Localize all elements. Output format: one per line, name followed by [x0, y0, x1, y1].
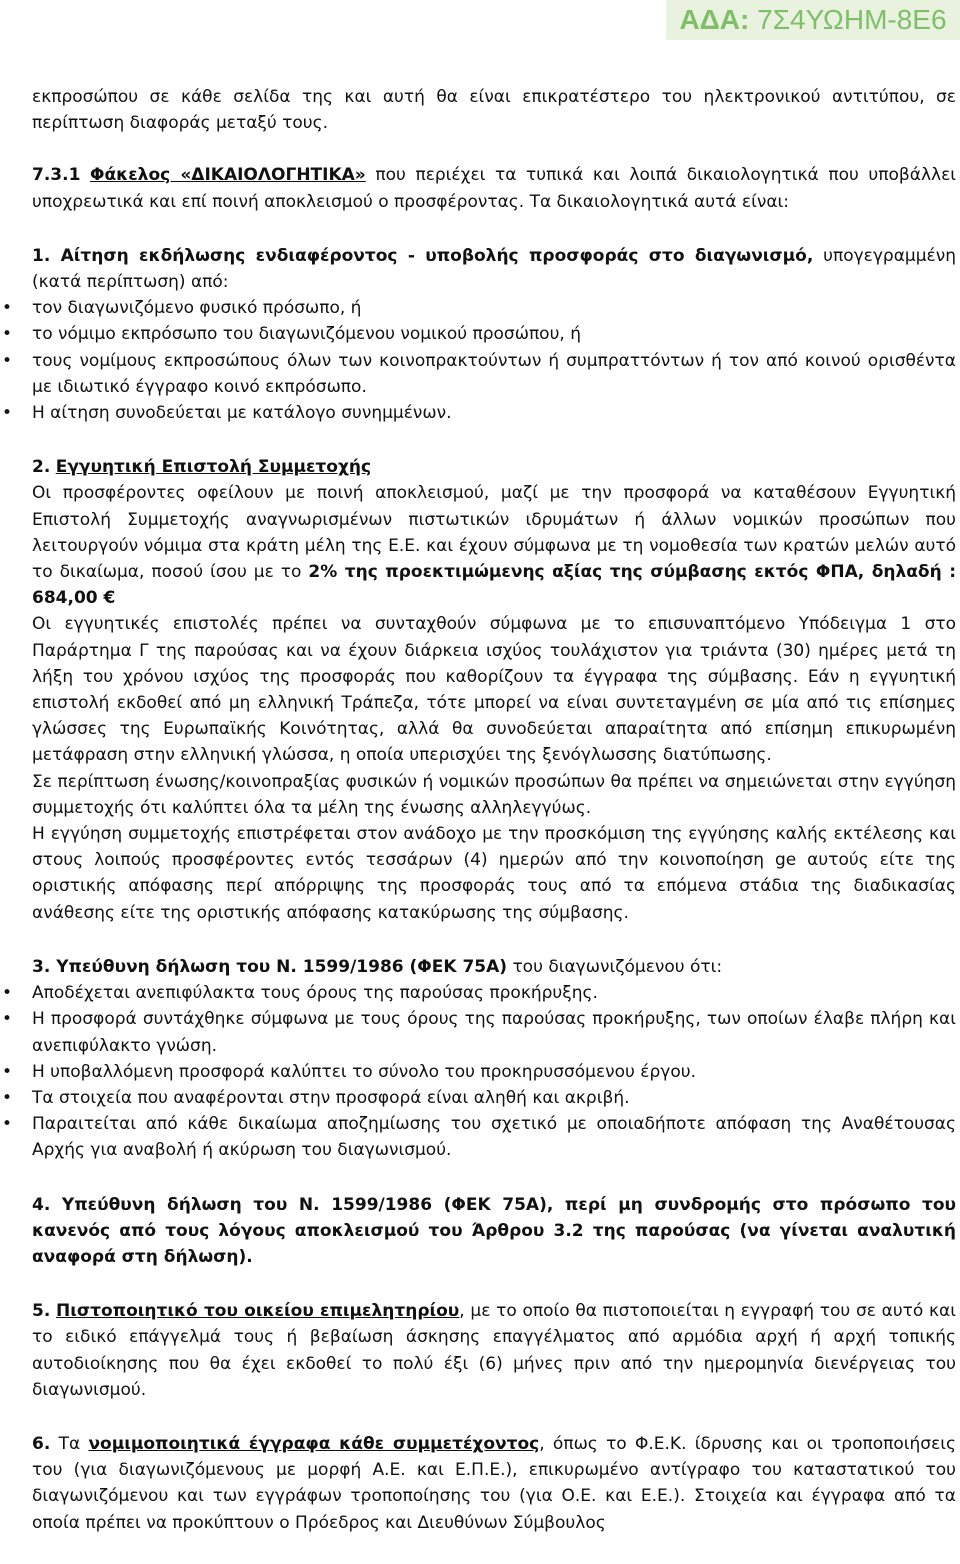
list-item: • Αποδέχεται ανεπιφύλακτα τους όρους της παρούσας προκήρυξης.: [32, 980, 956, 1006]
item-4-paragraph: 4. Υπεύθυνη δήλωση του Ν. 1599/1986 (ΦΕΚ 75Α), περί μη συνδρομής στο πρόσωπο του κανενός από τους λόγους αποκλεισμού του Άρθρου 3.2 της παρούσας (να γίνεται αναλυτική αναφορά στη δήλωση).: [32, 1194, 956, 1267]
item-2-heading: [32, 454, 956, 480]
item-3-list: [32, 980, 956, 1163]
item-2-paragraph-3: Σε περίπτωση ένωσης/κοινοπραξίας φυσικών ή νομικών προσώπων θα πρέπει να σημειώνεται στην εγγύηση συμμετοχής ότι καλύπτει όλα τα μέλη της ένωσης αλληλεγγύως.: [32, 771, 956, 818]
item-2-paragraph-4: Η εγγύηση συμμετοχής επιστρέφεται στον ανάδοχο με την προσκόμιση της εγγύησης καλής εκτέλεσης και στους λοιπούς προσφέροντες εντός τεσσάρων (4) ημερών από την κοινοποίηση ge αυτούς είτε της οριστικής απόφασης περί απόρριψης της προσφοράς τους από τα επόμενα στάδια της διαδικασίας ανάθεσης είτε της οριστικής απόφασης κατακύρωσης της σύμβασης.: [32, 824, 956, 923]
item-1-list: [32, 295, 956, 426]
item-2-text: Οι προσφέροντες οφείλουν με ποινή αποκλεισμού, μαζί με την προσφορά να καταθέσουν Εγγυητική Επιστολή Συμμετοχής αναγνωρισμένων πιστωτικών ιδρυμάτων ή άλλων νομικών προσώπων που λειτουργούν νόμιμα στα κράτη μέλη της Ε.Ε. και έχουν σύμφωνα με τη νομοθεσία των κρατών μελών αυτό το δικαίωμα, ποσού ίσου με το: [32, 483, 956, 583]
item-6-text: , όπως το Φ.Ε.Κ. ίδρυσης και οι τροποποιήσεις του (για διαγωνιζόμενους με μορφή Α.Ε. και Ε.Π.Ε.), επικυρωμένο αντίγραφο του καταστατικού του διαγωνιζόμενου και των εγγράφων τροποποίησης του (για Ο.Ε. και Ε.Ε.). Στοιχεία και έγγραφα από τα οποία πρέπει να προκύπτουν ο Πρόεδρος και Διευθύνων Σύμβουλος: [32, 1433, 956, 1533]
item-3-text: του διαγωνιζόμενου ότι:: [507, 956, 723, 977]
list-item: • τον διαγωνιζόμενο φυσικό πρόσωπο, ή: [32, 295, 956, 321]
ada-code: 7Σ4ΥΩΗΜ-8Ε6: [757, 4, 947, 35]
list-item: • Η προσφορά συντάχθηκε σύμφωνα με τους όρους της παρούσας προκήρυξης, των οποίων έλαβε πλήρη και ανεπιφύλακτο γνώση.: [32, 1006, 956, 1058]
ada-label: ΑΔΑ:: [679, 4, 750, 35]
item-6-title: νομιμοποιητικά έγγραφα κάθε συμμετέχοντος: [88, 1433, 540, 1454]
item-1-text: υπογεγραμμένη (κατά περίπτωση) από:: [32, 245, 956, 293]
list-item: • Τα στοιχεία που αναφέρονται στην προσφορά είναι αληθή και ακριβή.: [32, 1085, 956, 1111]
section-text: που περιέχει τα τυπικά και λοιπά δικαιολογητικά που υποβάλλει υποχρεωτικά και επί ποινή αποκλεισμού ο προσφέροντας. Τα δικαιολογητικά αυτά είναι:: [32, 165, 957, 212]
list-item: • Η αίτηση συνοδεύεται με κατάλογο συνημμένων.: [32, 400, 956, 426]
item-6-number: 6.: [32, 1433, 51, 1454]
item-2-title: Εγγυητική Επιστολή Συμμετοχής: [55, 457, 372, 478]
list-item: • τους νομίμους εκπροσώπους όλων των κοινοπρακτούντων ή συμπραττόντων ή τον από κοινού ορισθέντα με ιδιωτικό έγγραφο κοινό εκπρόσωπο.: [32, 348, 956, 400]
item-1-paragraph: [32, 243, 956, 295]
ada-badge: [666, 0, 960, 40]
item-5-paragraph: [32, 1298, 956, 1403]
section-7-3-1: [32, 162, 956, 214]
item-1-heading: 1. Αίτηση εκδήλωσης ενδιαφέροντος - υποβολής προσφοράς στο διαγωνισμό,: [32, 245, 814, 266]
list-item: • το νόμιμο εκπρόσωπο του διαγωνιζόμενου νομικού προσώπου, ή: [32, 321, 956, 347]
item-2-number: 2.: [32, 457, 51, 478]
item-3-heading: 3. Υπεύθυνη δήλωση του Ν. 1599/1986 (ΦΕΚ 75Α): [32, 956, 508, 977]
item-6-pre: Τα: [50, 1433, 89, 1454]
item-6-paragraph: [32, 1431, 956, 1536]
list-item: • Η υποβαλλόμενη προσφορά καλύπτει το σύνολο του προκηρυσσόμενου έργου.: [32, 1059, 956, 1085]
item-5-title: Πιστοποιητικό του οικείου επιμελητηρίου: [56, 1301, 460, 1322]
item-2-paragraph-1: [32, 480, 956, 611]
intro-paragraph: εκπροσώπου σε κάθε σελίδα της και αυτή θα είναι επικρατέστερο του ηλεκτρονικού αντιτύπου, σε περίπτωση διαφοράς μεταξύ τους.: [32, 87, 956, 134]
item-5-text: , με το οποίο θα πιστοποιείται η εγγραφή του σε αυτό και το ειδικό επάγγελμά τους ή βεβαίωση άσκησης επαγγέλματος από αρμόδια αρχή ή αρχή τοπικής αυτοδιοίκησης που θα έχει εκδοθεί το πολύ έξι (6) μήνες πριν από την ημερομηνία διενέργειας του διαγωνισμού.: [32, 1301, 956, 1400]
item-2-amount: 2% της προεκτιμώμενης αξίας της σύμβασης εκτός ΦΠΑ, δηλαδή : 684,00 €: [32, 562, 956, 609]
item-3-paragraph: [32, 954, 956, 980]
item-5-number: 5.: [32, 1301, 51, 1322]
list-item: • Παραιτείται από κάθε δικαίωμα αποζημίωσης του σχετικό με οποιαδήποτε απόφαση της Αναθέτουσας Αρχής για αναβολή ή ακύρωση του διαγωνισμού.: [32, 1111, 956, 1163]
section-title: Φάκελος «ΔΙΚΑΙΟΛΟΓΗΤΙΚΑ»: [90, 165, 366, 186]
item-2-paragraph-2: Οι εγγυητικές επιστολές πρέπει να συνταχθούν σύμφωνα με το επισυναπτόμενο Υπόδειγμα 1 στο Παράρτημα Γ της παρούσας και να έχουν διάρκεια ισχύος τουλάχιστον για τριάντα (30) ημέρες μετά τη λήξη του χρόνου ισχύος της προσφοράς που καθορίζουν τα έγγραφα της σύμβασης. Εάν η εγγυητική επιστολή εκδοθεί από μη ελληνική Τράπεζα, τότε μπορεί να είναι συντεταγμένη σε μία από τις επίσημες γλώσσες της Ευρωπαϊκής Κοινότητας, αλλά θα συνοδεύεται απαραίτητα από επίσημη επικυρωμένη μετάφραση στην ελληνική γλώσσα, η οποία υπερισχύει της ξενόγλωσσης διατύπωσης.: [32, 614, 956, 766]
section-number: 7.3.1: [32, 165, 81, 186]
document-page: [32, 84, 956, 1536]
